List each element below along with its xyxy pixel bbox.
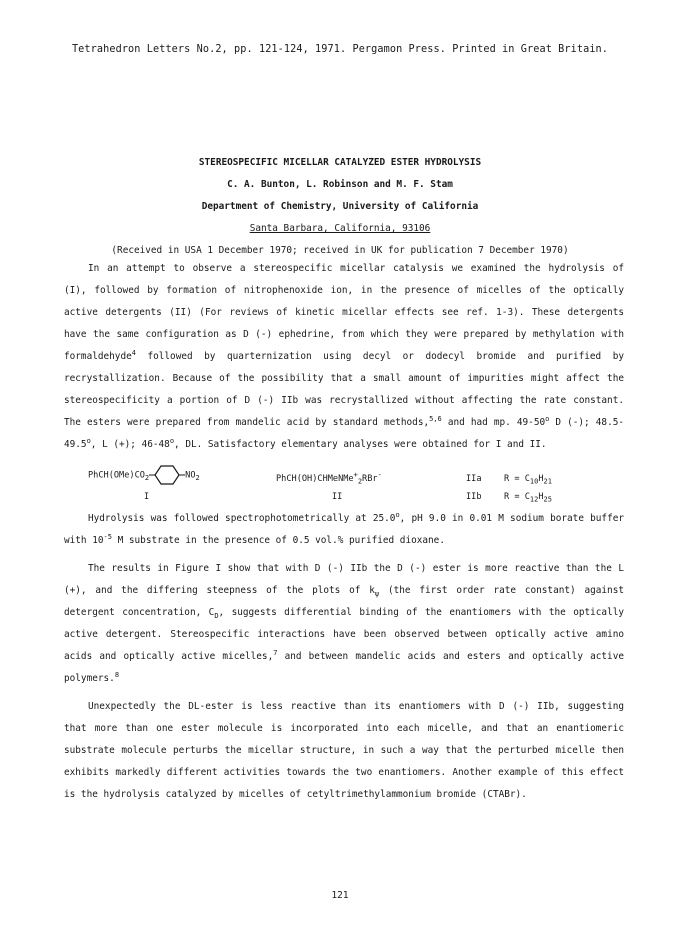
paragraph-3: The results in Figure I show that with D (-) IIb the D (-) ester is more reactive than the L (+), and the differing steepness of the plots of $k_\psi$ (the first order rate constant) against detergent concentration, $C_D$, suggests differential binding of the enantiomers with the optically active detergent. Stereospecific interactions have been observed between optically active amino acids and optically active micelles,$^7$ and between mandelic acids and esters and optically active polymers.$^8$: [64, 563, 625, 684]
received-dates: (Received in USA 1 December 1970; received in UK for publication 7 December 1970): [111, 245, 569, 256]
detergent-formula: PhCH(OH)CHMeNMe+$_2$RBr-: [276, 471, 382, 486]
page-number: 121: [331, 890, 349, 901]
article-body: [64, 258, 624, 806]
paragraph-2: Hydrolysis was followed spectrophotometrically at 25.0$^o$, pH 9.0 in 0.01 M sodium borate buffer with $10^{-5}$ M substrate in the presence of 0.5 vol.% purified dioxane.: [64, 510, 625, 546]
iib-label: IIb: [466, 492, 482, 502]
affiliation: Department of Chemistry, University of California: [201, 201, 479, 212]
iib-r-group: $R = C_{12}H_{25}$: [504, 492, 552, 504]
location: [0, 218, 680, 240]
detergent-label: II: [332, 492, 343, 502]
structural-formulas: [64, 456, 624, 508]
paragraph-1: In an attempt to observe a stereospecific micellar catalysis we examined the hydrolysis of (I), followed by formation of nitrophenoxide ion, in the presence of micelles of the optically active detergents (II) (For reviews of kinetic micellar effects see ref. 1-3). These detergents have the same configuration as D (-) ephedrine, from which they were prepared by methylation with formaldehyde$^4$ followed by quarternization using decyl or dodecyl bromide and purified by recrystallization. Because of the possibility that a small amount of impurities might affect the stereospecificity a portion of D (-) IIb was recrystallized without affecting the rate constant. The esters were prepared from mandelic acid by standard methods,$^{5,6}$ and had mp. 49-50$^o$ D (-); 48.5-49.5$^o$, L (+); 46-48$^o$, DL. Satisfactory elementary analyses were obtained for I and II.: [64, 263, 624, 450]
ester-label: I: [144, 492, 150, 502]
iia-r-group: $R = C_{10}H_{21}$: [504, 474, 552, 486]
ester-formula: $PhCH(OMe)CO_2$ $NO_2$: [88, 464, 200, 487]
title-block: [0, 152, 680, 262]
benzene-ring-icon: [149, 464, 185, 486]
article-title: STEREOSPECIFIC MICELLAR CATALYZED ESTER HYDROLYSIS: [198, 157, 482, 168]
paragraph-4: Unexpectedly the DL-ester is less reactive than its enantiomers with D (-) IIb, suggesting that more than one ester molecule is incorporated into each micelle, and that an enantiomeric substrate molecule perturbs the micellar structure, in such a way that the perturbed micelle then exhibits markedly different activities towards the two enantiomers. Another example of this effect is the hydrolysis catalyzed by micelles of cetyltrimethylammonium bromide (CTABr).: [64, 701, 624, 800]
iia-label: IIa: [466, 474, 482, 484]
authors: C. A. Bunton, L. Robinson and M. F. Stam: [227, 179, 453, 190]
journal-header: Tetrahedron Letters No.2, pp. 121-124, 1971. Pergamon Press. Printed in Great Britain.: [71, 44, 609, 55]
location-text: Santa Barbara, California, 93106: [249, 223, 431, 234]
